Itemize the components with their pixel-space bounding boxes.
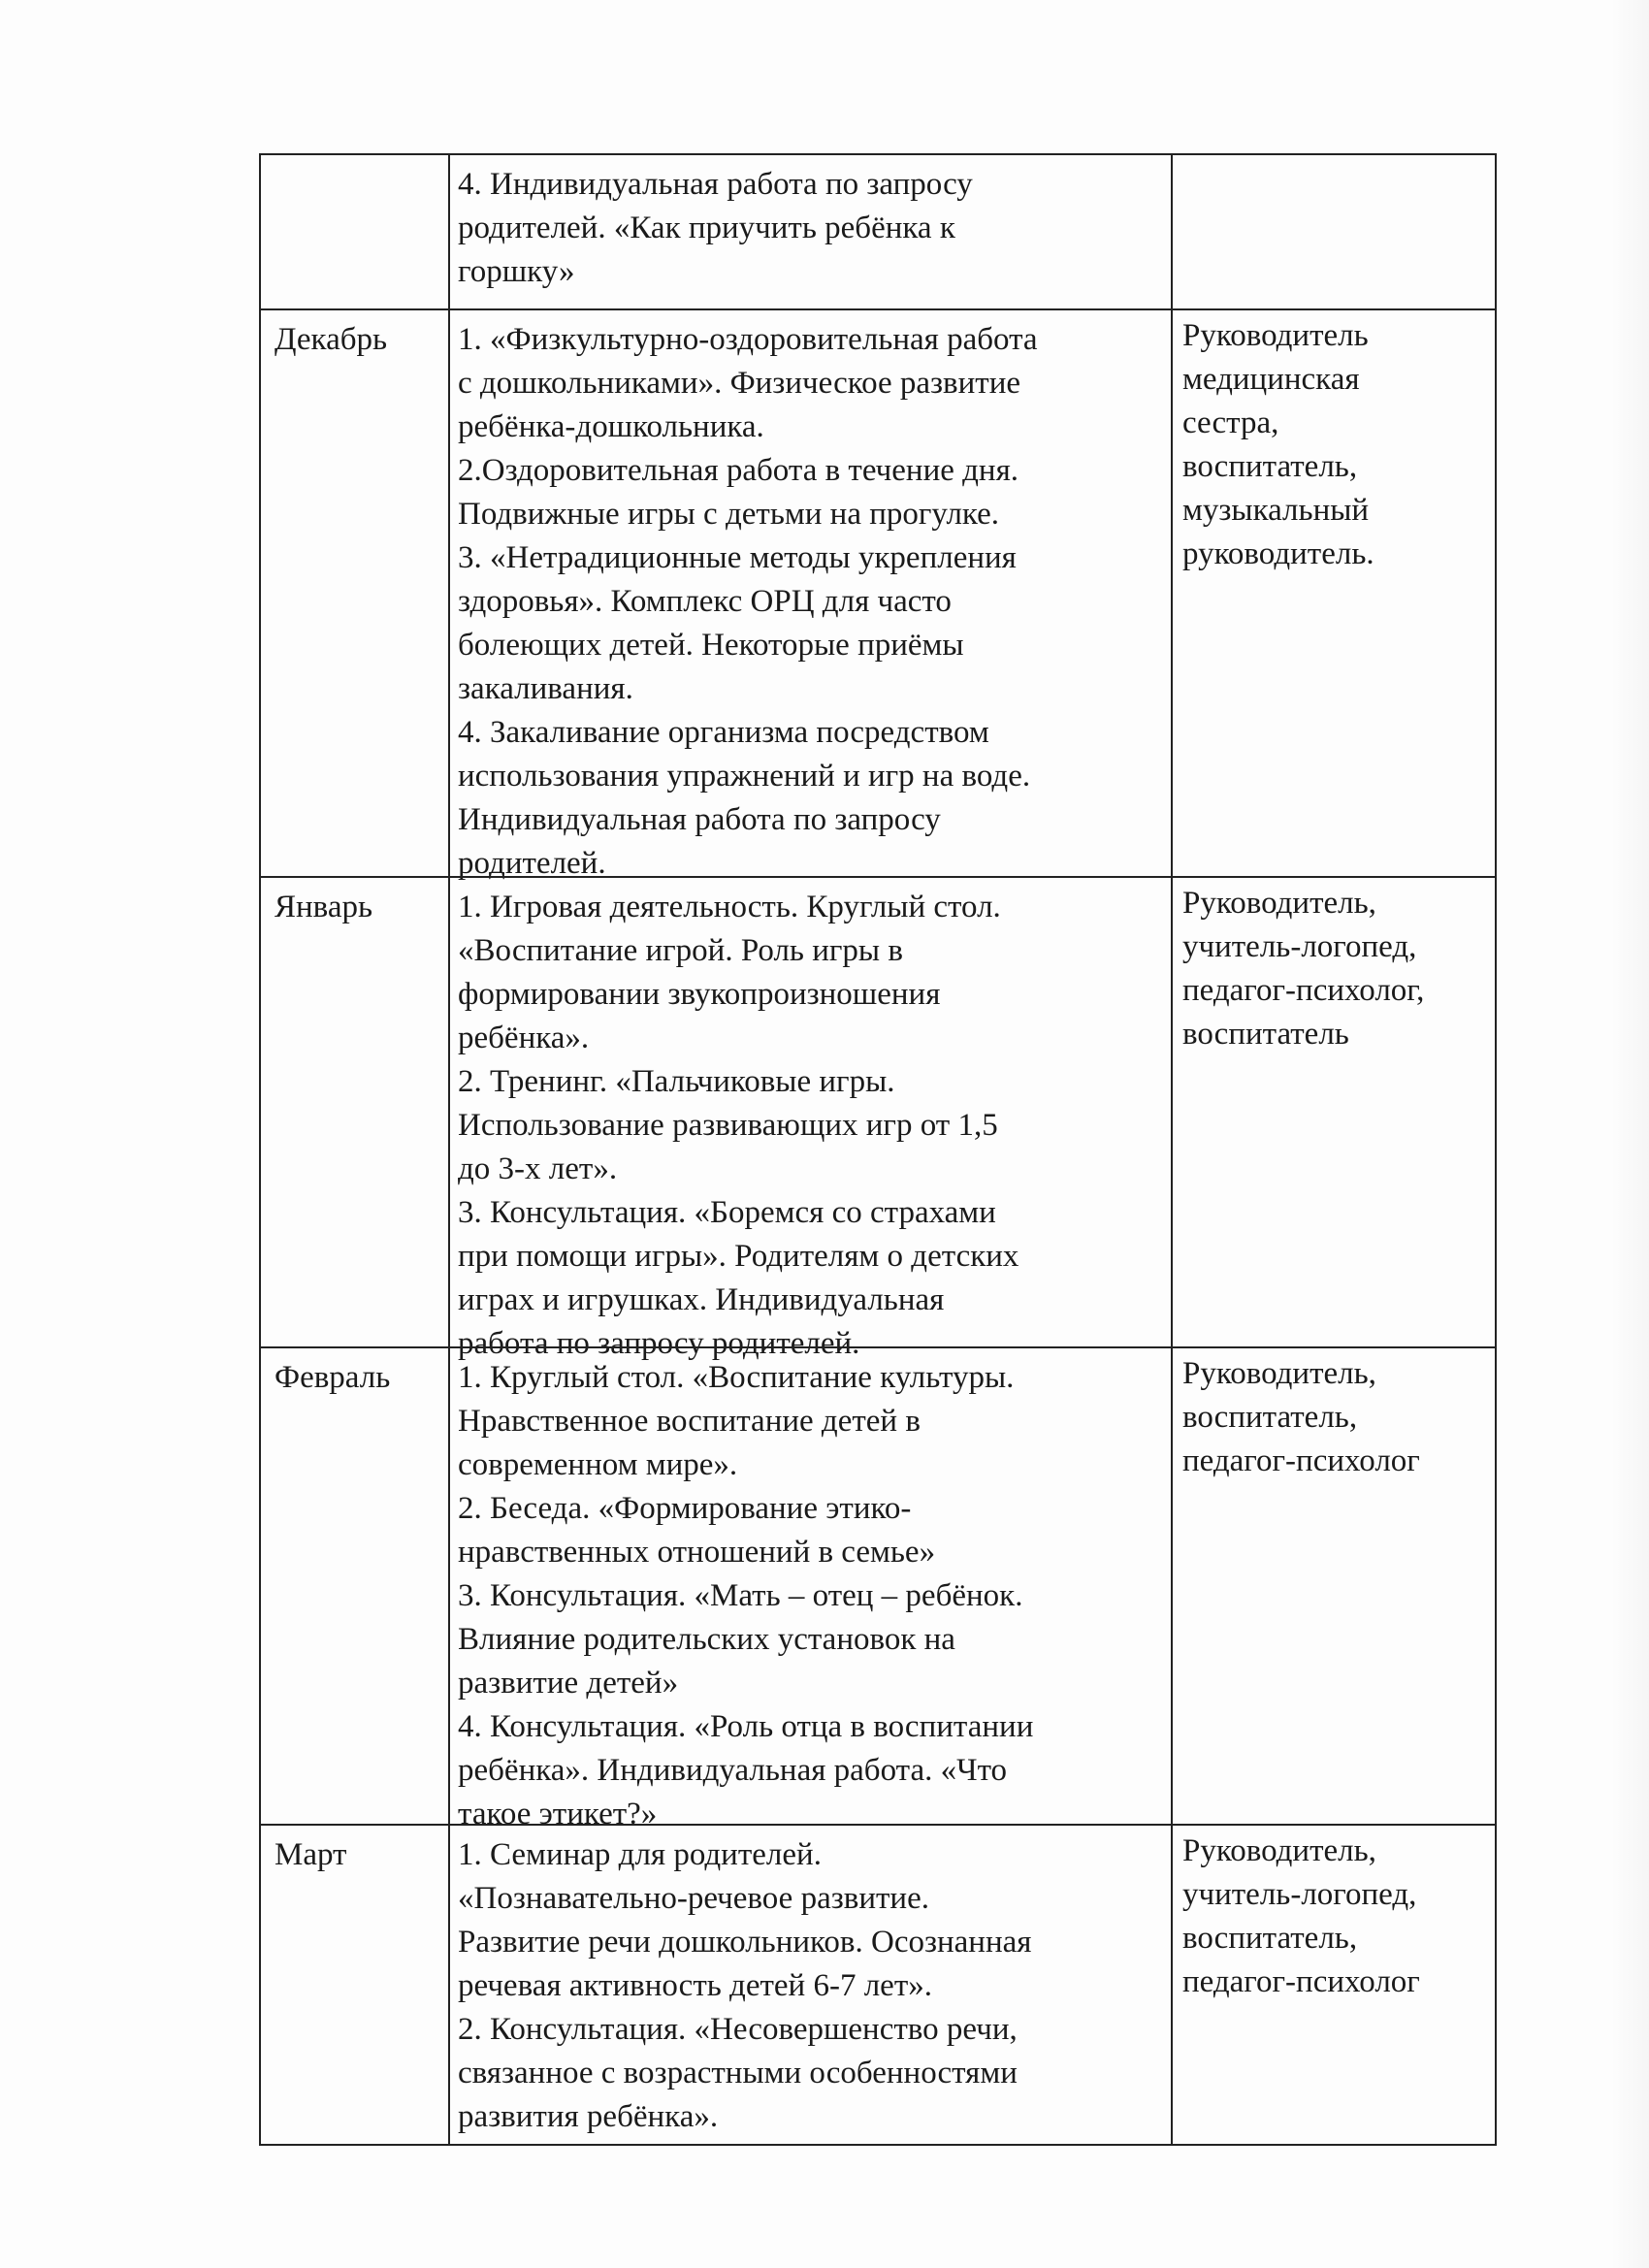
responsible-cell: Руководитель, воспитатель, педагог-психолог (1182, 1356, 1420, 1478)
scan-edge-shadow (1610, 0, 1649, 2268)
month-cell: Январь (275, 890, 373, 924)
responsible-cell (1171, 155, 1495, 308)
table-row (259, 1824, 1497, 2146)
month-cell: Декабрь (275, 322, 388, 357)
content-cell: 4. Индивидуальная работа по запросу родителей. «Как приучить ребёнка к горшку» (458, 167, 973, 289)
table-row (259, 1346, 1497, 1831)
month-cell (261, 155, 448, 308)
content-cell: 1. Игровая деятельность. Круглый стол. «Воспитание игрой. Роль игры в формировании звукопроизношения ребёнка». 2. Тренинг. «Пальчиковые игры. Использование развивающих игр от 1,5 до 3-х лет». 3. Консультация. «Боремся со страхами при помощи игры». Родителям о детских играх и игрушках. Индивидуальная работа по запросу родителей. (458, 890, 1019, 1361)
table-row (259, 308, 1497, 881)
responsible-cell: Руководитель медицинская сестра, воспитатель, музыкальный руководитель. (1182, 318, 1374, 571)
responsible-cell: Руководитель, учитель-логопед, педагог-психолог, воспитатель (1182, 886, 1425, 1052)
content-cell: 1. Круглый стол. «Воспитание культуры. Нравственное воспитание детей в современном мире». 2. Беседа. «Формирование этико- нравственных отношений в семье» 3. Консультация. «Мать – отец – ребёнок. Влияние родительских установок на развитие детей» 4. Консультация. «Роль отца в воспитании ребёнка». Индивидуальная работа. «Что такое этикет?» (458, 1360, 1034, 1831)
responsible-cell: Руководитель, учитель-логопед, воспитатель, педагог-психолог (1182, 1833, 1420, 1999)
table-row (259, 153, 1497, 308)
month-cell: Март (275, 1837, 347, 1872)
content-cell: 1. «Физкультурно-оздоровительная работа с дошкольниками». Физическое развитие ребёнка-дошкольника. 2.Оздоровительная работа в течение дня. Подвижные игры с детьми на прогулке. 3. «Нетрадиционные методы укрепления здоровья». Комплекс ОРЦ для часто болеющих детей. Некоторые приёмы закаливания. 4. Закаливание организма посредством использования упражнений и игр на воде. Индивидуальная работа по запросу родителей. (458, 322, 1038, 881)
table-row (259, 876, 1497, 1361)
content-cell: 1. Семинар для родителей. «Познавательно-речевое развитие. Развитие речи дошкольников. Осознанная речевая активность детей 6-7 лет». 2. Консультация. «Несовершенство речи, связанное с возрастными особенностями развития ребёнка». (458, 1837, 1032, 2134)
month-cell: Февраль (275, 1360, 391, 1395)
